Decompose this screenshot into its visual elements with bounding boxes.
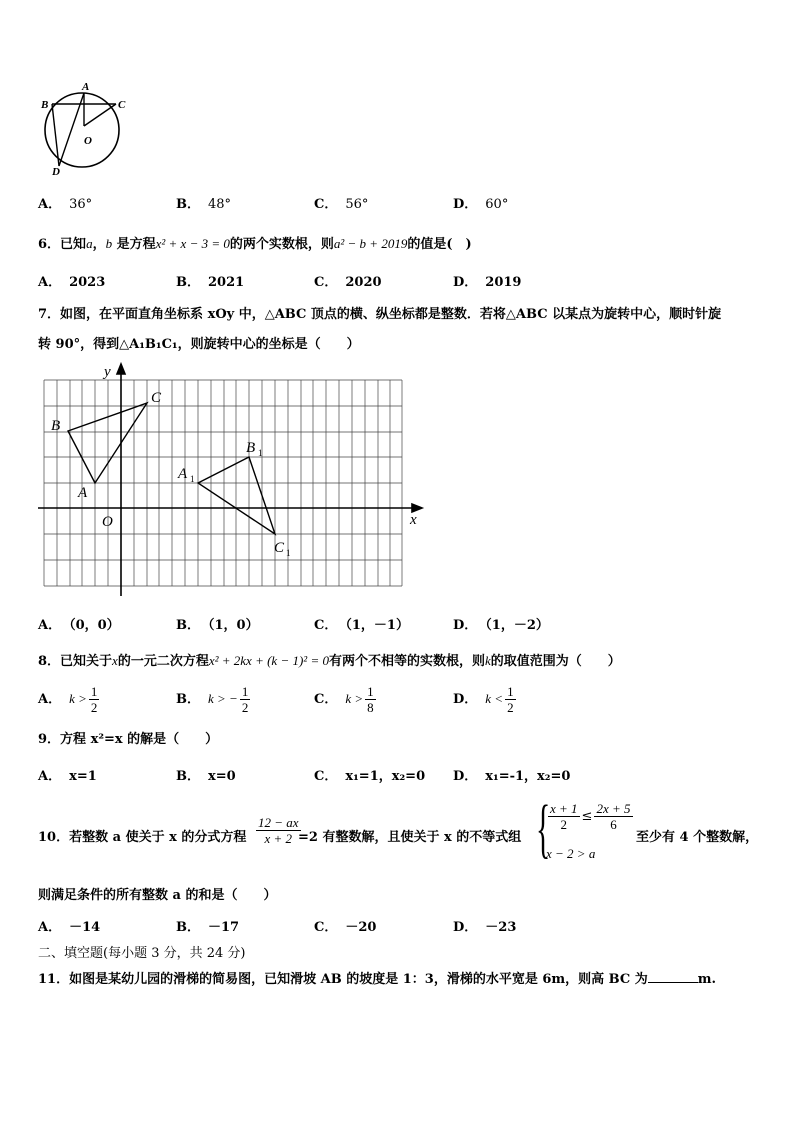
label-origin: O <box>102 514 113 530</box>
q8-option-d[interactable] <box>453 684 518 715</box>
option-value: （1，0） <box>208 618 259 633</box>
q6-var-a: a <box>86 236 93 251</box>
option-relation: k < <box>485 691 504 706</box>
option-value: （0，0） <box>69 618 120 633</box>
fraction-denominator: 8 <box>367 700 374 715</box>
option-relation: k > − <box>208 691 238 706</box>
q5-option-b[interactable] <box>176 193 231 212</box>
option-label: B． <box>176 920 200 935</box>
q10-text-b: =2 有整数解，且使关于 x 的不等式组 <box>298 830 522 845</box>
q6-option-d[interactable] <box>453 271 521 290</box>
option-value: （1，－2） <box>485 618 549 633</box>
q5-option-c[interactable] <box>314 193 368 212</box>
option-relation: k > <box>69 691 87 706</box>
label-b: B <box>41 99 49 111</box>
q10-inequality-2: x − 2 > a <box>546 846 596 861</box>
option-label: D． <box>453 920 478 935</box>
label-b: B <box>51 418 61 434</box>
q6-number: 6． <box>38 237 61 252</box>
y-axis-arrow <box>117 364 125 374</box>
q7-option-d[interactable] <box>453 614 549 633</box>
option-value: 36° <box>69 197 93 212</box>
x-axis-arrow <box>412 504 422 512</box>
label-y: y <box>104 364 111 380</box>
option-label: B． <box>176 275 200 290</box>
option-label: A． <box>38 618 62 633</box>
label-c: C <box>118 99 126 111</box>
option-label: A． <box>38 769 62 784</box>
q10-frac <box>256 815 301 846</box>
answer-blank[interactable] <box>648 969 698 983</box>
fraction-denominator: 6 <box>610 817 617 832</box>
fraction-numerator: 1 <box>241 684 249 699</box>
q8-text-b: 的一元二次方程 <box>117 654 209 669</box>
fraction-numerator: x + 1 <box>550 801 578 816</box>
fraction-denominator: 2 <box>241 700 249 715</box>
option-fraction <box>365 684 376 715</box>
q7-line1: 7．如图，在平面直角坐标系 xOy 中，△ABC 顶点的横、纵坐标都是整数．若将△ABC 以某点为旋转中心，顺时针旋 <box>38 307 722 322</box>
option-label: C． <box>314 618 338 633</box>
option-fraction <box>505 684 516 715</box>
option-value: x₁=1，x₂=0 <box>345 769 426 784</box>
section-title: 二、填空题(每小题 3 分，共 24 分) <box>38 946 246 961</box>
option-label: D． <box>453 618 478 633</box>
q6-stem <box>38 233 472 252</box>
q10-text-a: 10．若整数 a 使关于 x 的分式方程 <box>38 830 247 845</box>
option-label: B． <box>176 769 200 784</box>
option-value: 2019 <box>485 275 522 290</box>
q6-option-b[interactable] <box>176 271 244 290</box>
option-value: 60° <box>485 197 509 212</box>
q8-text-a: 8．已知关于 <box>38 654 113 669</box>
option-value: 2023 <box>69 275 106 290</box>
option-fraction <box>89 684 100 715</box>
option-label: B． <box>176 197 200 212</box>
q6-text-c: 是方程 <box>112 237 156 252</box>
fraction-numerator: 1 <box>90 684 98 699</box>
q10-text-c: 至少有 4 个整数解， <box>636 830 759 845</box>
fraction-numerator: 1 <box>367 684 374 699</box>
q5-option-d[interactable] <box>453 193 508 212</box>
q6-text-a: 已知 <box>60 237 87 252</box>
q9-option-c[interactable] <box>314 765 425 784</box>
q8-option-c[interactable] <box>314 684 378 715</box>
fraction-denominator: 2 <box>90 700 98 715</box>
q8-option-a[interactable] <box>38 684 101 715</box>
q11-stem <box>38 968 716 987</box>
q11-text-b: m. <box>697 972 717 987</box>
option-value: －17 <box>208 920 240 935</box>
fraction-denominator: 2 <box>507 700 514 715</box>
q10-line2: 则满足条件的所有整数 a 的和是（ ） <box>38 888 277 903</box>
option-value: 56° <box>345 197 369 212</box>
segment-oc <box>84 104 116 126</box>
q8-var-k: k <box>484 653 491 668</box>
option-fraction <box>240 684 251 715</box>
q9-option-b[interactable] <box>176 765 236 784</box>
q6-equation: x² + x − 3 = 0 <box>155 236 230 251</box>
q6-option-c[interactable] <box>314 271 382 290</box>
option-label: D． <box>453 197 478 212</box>
q7-option-c[interactable] <box>314 614 409 633</box>
label-o: O <box>84 135 92 147</box>
option-label: D． <box>453 769 478 784</box>
circle-figure <box>38 80 128 175</box>
q8-equation: x² + 2kx + (k − 1)² = 0 <box>208 653 329 668</box>
q6-text-b: ， <box>92 237 106 252</box>
q6-text-e: 的值是( ) <box>407 237 472 252</box>
fraction-denominator: x + 2 <box>264 831 293 846</box>
option-label: A． <box>38 920 62 935</box>
q6-text-d: 的两个实数根，则 <box>229 237 334 252</box>
q10-option-c[interactable] <box>314 916 376 935</box>
q7-line2: 转 90°，得到△A₁B₁C₁，则旋转中心的坐标是（ ） <box>38 337 360 352</box>
label-a: A <box>82 81 90 93</box>
q7-option-a[interactable] <box>38 614 120 633</box>
q10-option-a[interactable] <box>38 916 100 935</box>
option-label: B． <box>176 618 200 633</box>
option-value: x=1 <box>69 769 97 784</box>
option-label: C． <box>314 197 338 212</box>
coordinate-graph <box>38 360 428 598</box>
q6-var-b: b <box>105 236 113 251</box>
q8-text-c: 有两个不相等的实数根，则 <box>328 654 485 669</box>
label-a: A <box>78 485 88 501</box>
ineq1-left <box>548 801 580 832</box>
fraction-numerator: 12 − ax <box>258 815 299 830</box>
label-c1: C <box>274 540 285 556</box>
option-label: C． <box>314 275 338 290</box>
option-label: D． <box>453 692 478 707</box>
triangle-abc <box>68 403 147 483</box>
q8-text-d: 的取值范围为（ ） <box>490 654 621 669</box>
option-label: A． <box>38 197 62 212</box>
q5-option-a[interactable] <box>38 193 92 212</box>
option-value: x₁=-1，x₂=0 <box>485 769 571 784</box>
option-value: －14 <box>69 920 101 935</box>
grid <box>44 380 402 586</box>
q8-var-x: x <box>112 653 118 668</box>
label-b1: B <box>246 440 256 456</box>
q10-option-d[interactable] <box>453 916 516 935</box>
q11-text-a: 11．如图是某幼儿园的滑梯的简易图，已知滑坡 AB 的坡度是 1：3，滑梯的水平宽是 6m，则高 BC 为 <box>38 972 648 987</box>
option-label: A． <box>38 692 62 707</box>
q10-inequality-1 <box>546 801 635 832</box>
label-b1-sub: 1 <box>258 448 263 458</box>
option-label: B． <box>176 692 200 707</box>
fraction-numerator: 1 <box>507 684 514 699</box>
label-d: D <box>52 166 60 175</box>
ineq1-relation: ≤ <box>581 809 593 824</box>
fraction-numerator: 2x + 5 <box>596 801 631 816</box>
q9-option-a[interactable] <box>38 765 97 784</box>
q7-option-b[interactable] <box>176 614 259 633</box>
q8-stem <box>38 650 621 669</box>
option-label: A． <box>38 275 62 290</box>
q9-stem: 9．方程 x²=x 的解是（ ） <box>38 732 219 747</box>
triangle-a1b1c1 <box>198 457 275 534</box>
brace-icon: { <box>536 792 551 865</box>
axes <box>38 364 422 596</box>
q6-option-a[interactable] <box>38 271 105 290</box>
option-value: 2020 <box>345 275 382 290</box>
option-value: x=0 <box>208 769 236 784</box>
fraction-denominator: 2 <box>560 817 568 832</box>
option-value: 2021 <box>208 275 245 290</box>
option-value: －20 <box>345 920 377 935</box>
option-value: 48° <box>208 197 232 212</box>
label-a1-sub: 1 <box>190 474 195 484</box>
label-c: C <box>151 390 162 406</box>
q10-option-b[interactable] <box>176 916 239 935</box>
q10-fraction <box>254 815 303 846</box>
option-value: （1，－1） <box>345 618 409 633</box>
q8-option-b[interactable] <box>176 684 252 715</box>
label-x: x <box>410 512 417 528</box>
ineq1-right <box>594 801 632 832</box>
label-a1: A <box>178 466 188 482</box>
option-relation: k > <box>345 691 364 706</box>
option-label: C． <box>314 769 338 784</box>
option-label: C． <box>314 920 338 935</box>
option-value: －23 <box>485 920 517 935</box>
option-label: C． <box>314 692 338 707</box>
q6-expression: a² − b + 2019 <box>333 236 408 251</box>
option-label: D． <box>453 275 478 290</box>
label-c1-sub: 1 <box>286 548 291 558</box>
q9-option-d[interactable] <box>453 765 570 784</box>
